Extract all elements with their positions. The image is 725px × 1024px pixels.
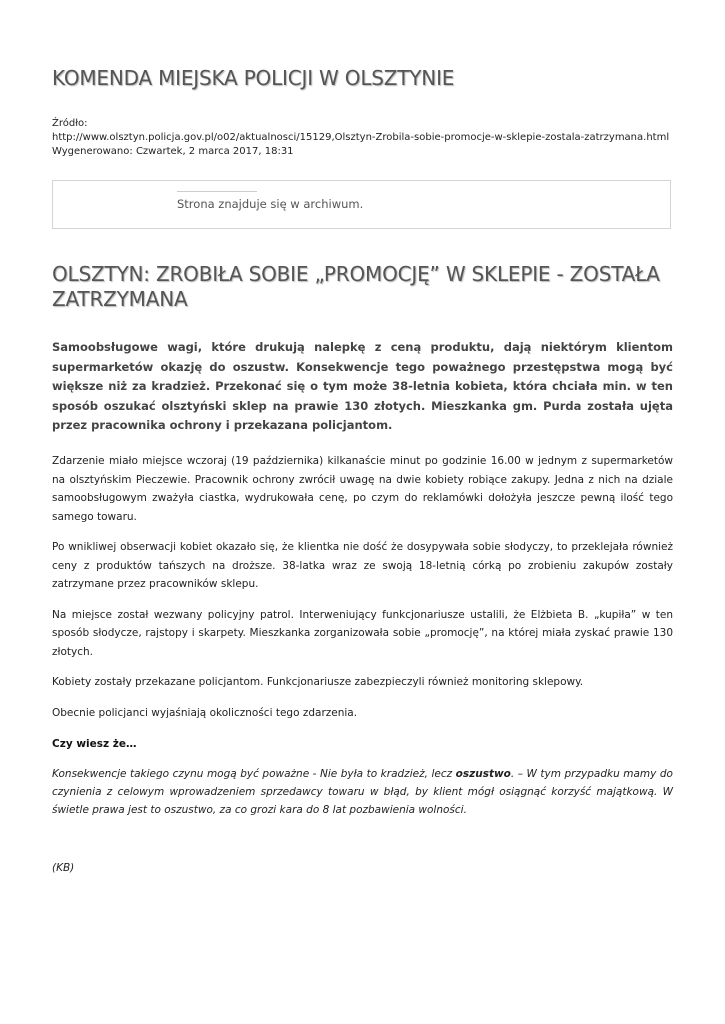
trivia-title: Czy wiesz że… <box>52 738 137 750</box>
article-body <box>52 452 673 734</box>
source-info <box>52 117 692 159</box>
archive-notice: Strona znajduje się w archiwum. <box>177 197 364 211</box>
source-label: Źródło: <box>52 118 88 129</box>
trivia-emphasis: oszustwo <box>455 768 511 780</box>
article-lead: Samoobsługowe wagi, które drukują nalepkę z ceną produktu, dają niektórym klientom supermarketów okazję do oszustw. Konsekwencje tego poważnego przestępstwa mogą być większe niż za kradzież. Przekonać się o tym może 38-letnia kobieta, która chciała min. w ten sposób oszukać olsztyński sklep na prawie 130 złotych. Mieszkanka gm. Purda została ujęta przez pracownika ochrony i przekazana policjantom. <box>52 340 673 432</box>
site-title: KOMENDA MIEJSKA POLICJI W OLSZTYNIE <box>52 66 455 90</box>
source-url[interactable]: http://www.olsztyn.policja.gov.pl/o02/aktualnosci/15129,Olsztyn-Zrobila-sobie-promocje-w-sklepie-zostala-zatrzymana.html <box>52 132 670 143</box>
article-paragraph: Kobiety zostały przekazane policjantom. Funkcjonariusze zabezpieczyli również monitoring sklepowy. <box>52 676 584 688</box>
trivia-text-start: Konsekwencje takiego czynu mogą być poważne - Nie była to kradzież, lecz <box>52 768 456 780</box>
article-paragraph: Obecnie policjanci wyjaśniają okoliczności tego zdarzenia. <box>52 706 358 719</box>
archive-divider <box>177 191 257 192</box>
article-title: OLSZTYN: ZROBIŁA SOBIE „PROMOCJĘ” W SKLEPIE - ZOSTAŁA ZATRZYMANA <box>52 262 660 311</box>
generated-date: Wygenerowano: Czwartek, 2 marca 2017, 18:31 <box>52 146 294 157</box>
trivia-text-end: . – W tym przypadku mamy do czynienia z celowym wprowadzeniem sprzedawcy towaru w błąd, by klient mógł osiągnąć korzyść majątkową. W świetle prawa jest to oszustwo, za co grozi kara do 8 lat pozbawienia wolności. <box>52 768 673 816</box>
article-paragraph: Zdarzenie miało miejsce wczoraj (19 października) kilkanaście minut po godzinie 16.00 w jednym z supermarketów na olsztyńskim Pieczewie. Pracownik ochrony zwrócił uwagę na dwie kobiety robiące zakupy. Jedna z nich na dziale samoobsługowym zważyła ciastka, wydrukowała cenę, po czym do reklamówki dołożyła jeszcze pewną ilość tego samego towaru. <box>52 455 673 523</box>
archive-notice-box <box>52 180 671 229</box>
author-signature: (KB) <box>52 862 75 874</box>
article-paragraph: Na miejsce został wezwany policyjny patrol. Interweniujący funkcjonariusze ustalili, że Elżbieta B. „kupiła” w ten sposób słodycze, rajstopy i skarpety. Mieszkanka zorganizowała sobie „promocję”, na której miała zyskać prawie 130 złotych. <box>52 608 673 658</box>
trivia-text <box>52 765 673 819</box>
article-paragraph: Po wnikliwej obserwacji kobiet okazało się, że klientka nie dość że dosypywała sobie słodyczy, to przeklejała również ceny z produktów tańszych na droższe. 38-latka wraz ze swoją 18-letnią córką po zrobieniu zakupów zostały zatrzymane przez pracowników sklepu. <box>52 541 673 590</box>
